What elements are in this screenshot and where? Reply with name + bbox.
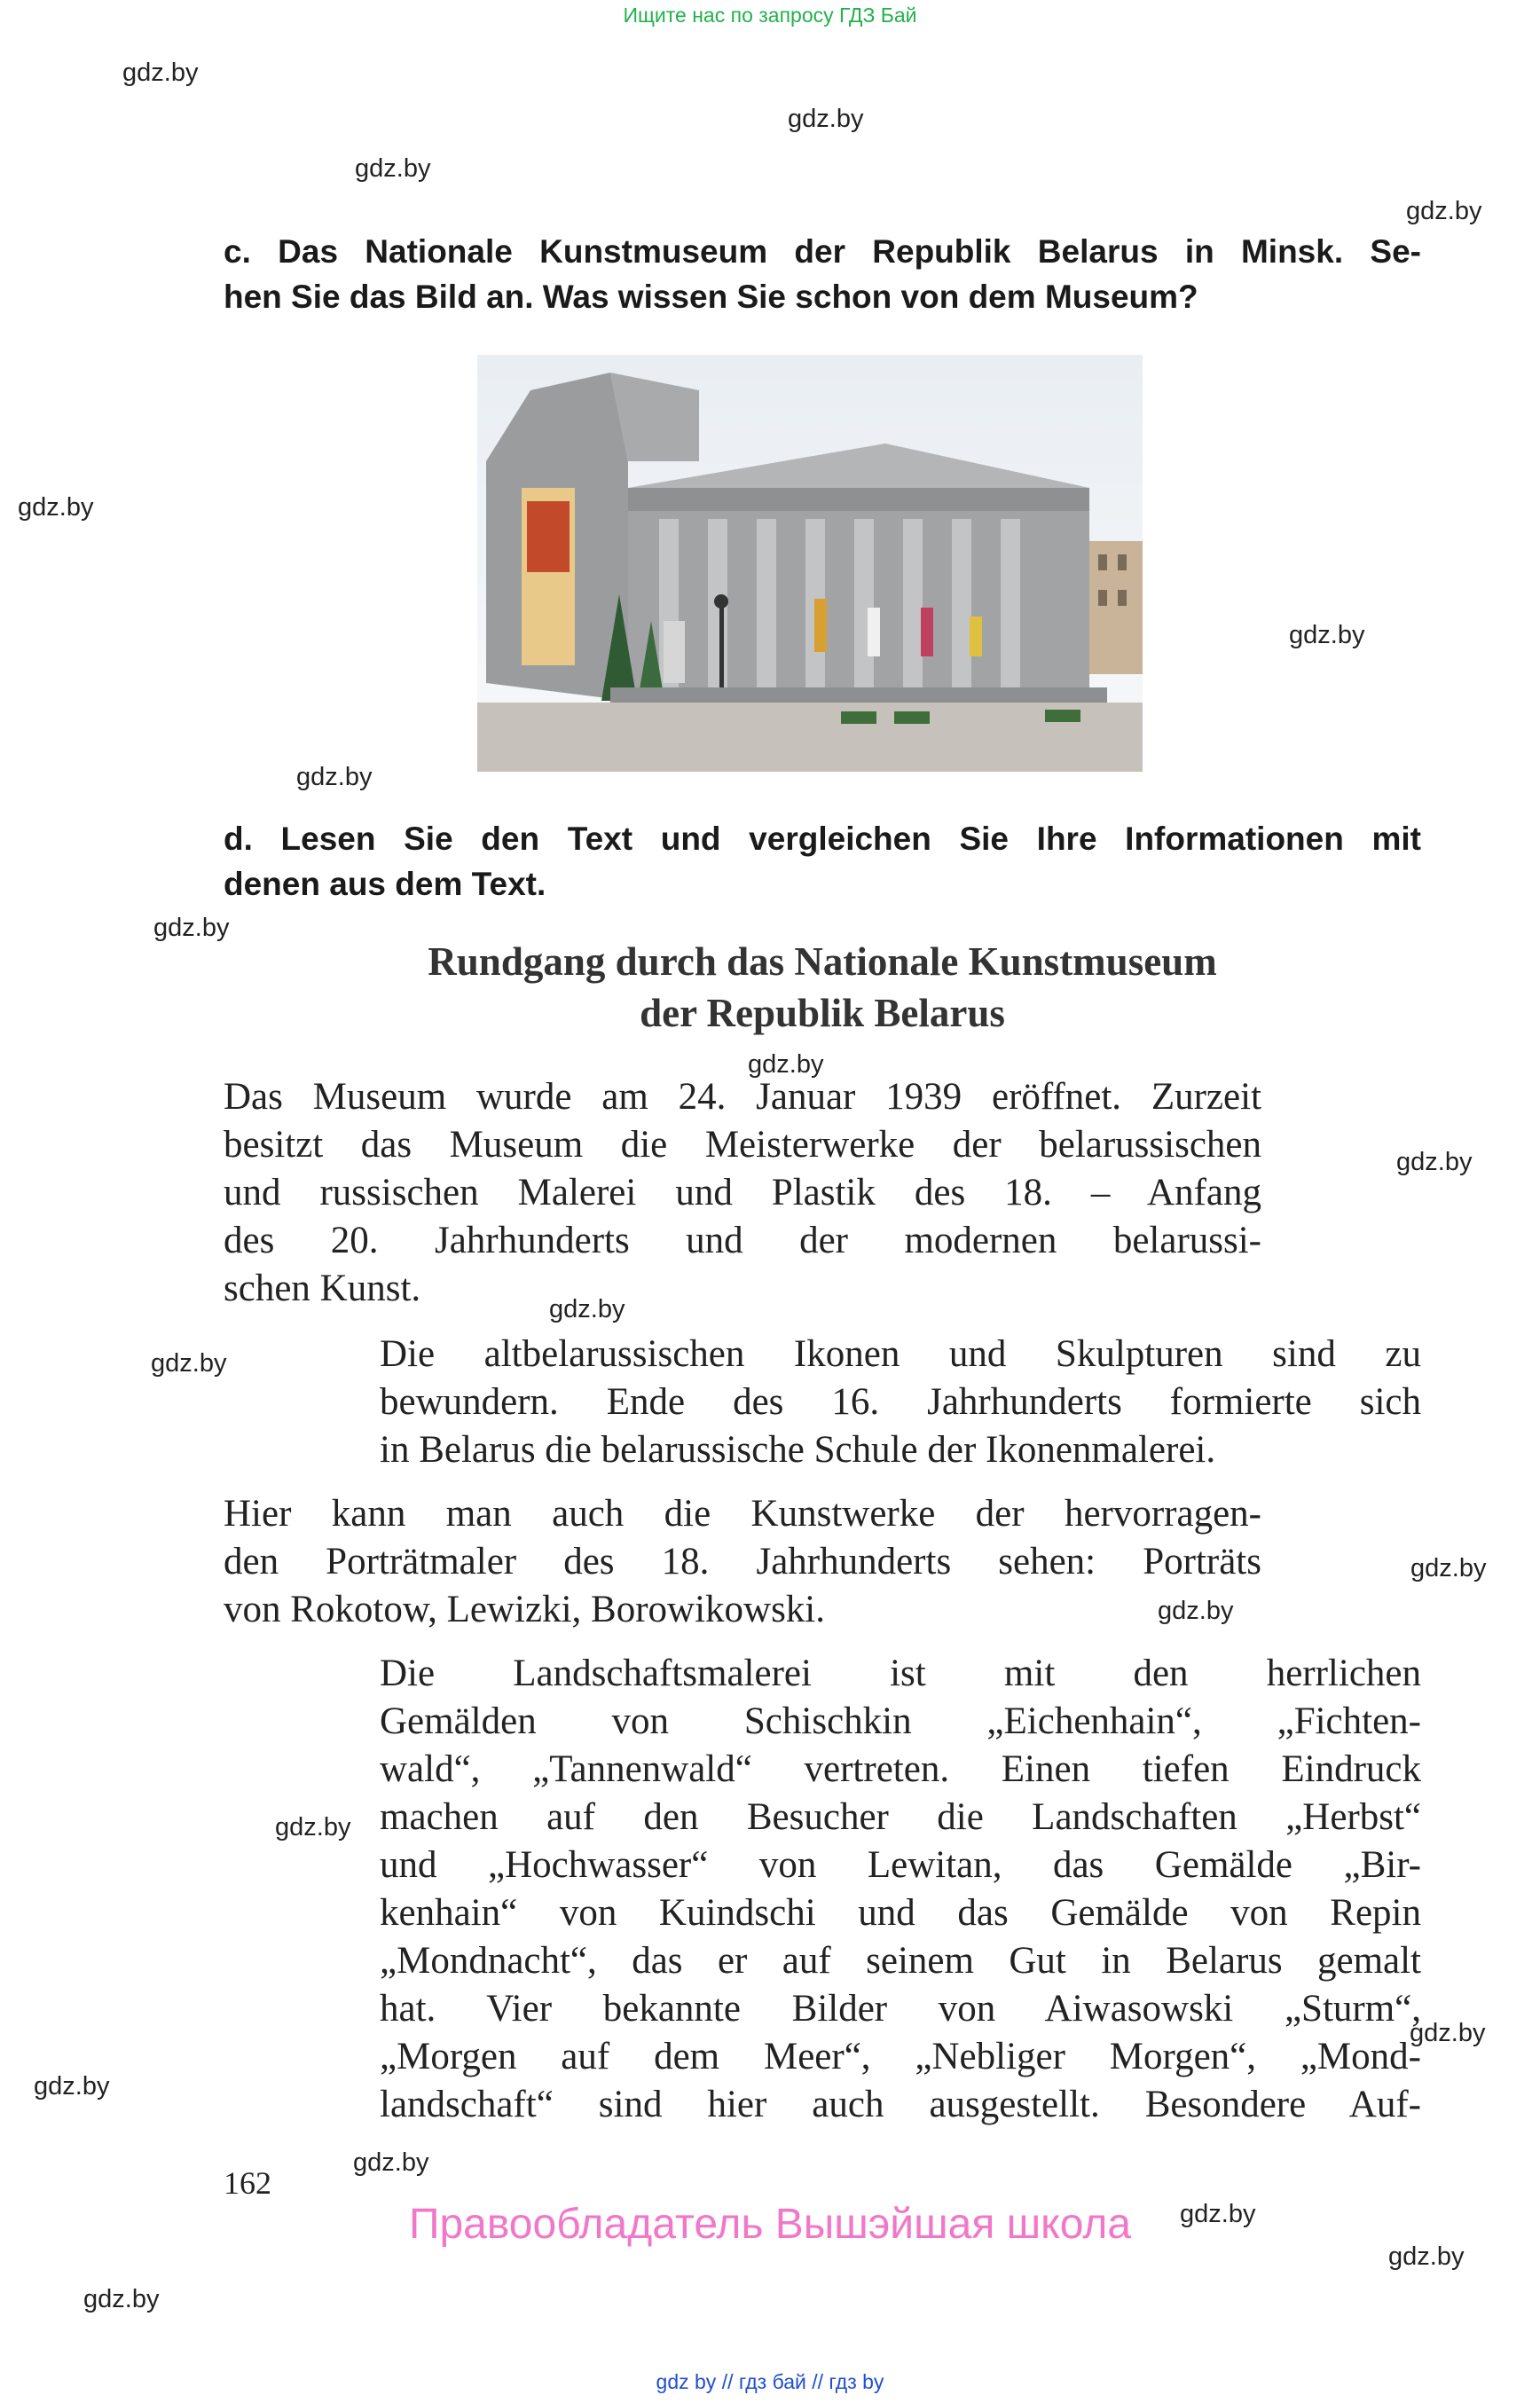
rights-holder: Правообладатель Вышэйшая школа <box>408 2201 1132 2248</box>
page-number: 162 <box>224 2165 271 2201</box>
text-line: bewundern. Ende des 16. Jahrhunderts formierte sich <box>380 1381 1421 1423</box>
text-line: Die altbelarussischen Ikonen und Skulpturen sind zu <box>380 1333 1421 1375</box>
task-line: denen aus dem Text. <box>224 866 546 902</box>
paragraph-1 <box>224 1073 1261 1313</box>
watermark: gdz.by <box>296 763 373 791</box>
text-line: landschaft“ sind hier auch ausgestellt. Besondere Auf- <box>380 2084 1421 2125</box>
text-line: wald“, „Tannenwald“ vertreten. Einen tiefen Eindruck <box>380 1748 1421 1790</box>
text-line: Gemälden von Schischkin „Eichenhain“, „Fichten- <box>380 1700 1421 1742</box>
text-line: in Belarus die belarussische Schule der Ikonenmalerei. <box>380 1429 1216 1471</box>
text-line: Die Landschaftsmalerei ist mit den herrlichen <box>380 1653 1421 1694</box>
museum-photo <box>477 355 1143 772</box>
watermark: gdz.by <box>1410 1554 1487 1582</box>
watermark: gdz.by <box>1289 621 1365 649</box>
watermark: gdz.by <box>355 154 431 183</box>
watermark: gdz.by <box>748 1050 824 1079</box>
watermark: gdz.by <box>34 2072 110 2101</box>
watermark: gdz.by <box>275 1813 351 1842</box>
text-line: des 20. Jahrhunderts und der modernen belarussi- <box>224 1220 1261 1261</box>
title-line: Rundgang durch das Nationale Kunstmuseum <box>428 939 1217 984</box>
title-line: der Republik Belarus <box>640 991 1005 1035</box>
task-c-instructions <box>224 229 1421 319</box>
paragraph-3 <box>224 1490 1261 1634</box>
watermark: gdz.by <box>1158 1597 1234 1625</box>
watermark: gdz.by <box>151 1349 227 1378</box>
watermark: gdz.by <box>153 914 230 942</box>
text-line: „Morgen auf dem Meer“, „Nebliger Morgen“, „Mond- <box>380 2036 1421 2077</box>
text-line: den Porträtmaler des 18. Jahrhunderts sehen: Porträts <box>224 1541 1261 1582</box>
watermark: gdz.by <box>1410 2019 1486 2047</box>
top-search-note: Ищите нас по запросу ГДЗ Бай <box>623 4 917 27</box>
bottom-links[interactable]: gdz by // гдз бай // гдз by <box>656 2370 884 2393</box>
watermark: gdz.by <box>1180 2200 1256 2228</box>
paragraph-2 <box>380 1331 1421 1474</box>
text-line: Das Museum wurde am 24. Januar 1939 eröffnet. Zurzeit <box>224 1076 1261 1118</box>
watermark: gdz.by <box>1388 2242 1465 2271</box>
watermark: gdz.by <box>788 105 864 133</box>
text-line: von Rokotow, Lewizki, Borowikowski. <box>224 1589 826 1630</box>
watermark: gdz.by <box>1406 197 1482 225</box>
watermark: gdz.by <box>83 2285 160 2313</box>
task-d-instructions <box>224 816 1421 907</box>
text-line: und „Hochwasser“ von Lewitan, das Gemälde „Bir- <box>380 1844 1421 1886</box>
task-line: c. Das Nationale Kunstmuseum der Republik Belarus in Minsk. Se- <box>224 233 1421 270</box>
text-line: Hier kann man auch die Kunstwerke der hervorragen- <box>224 1493 1261 1535</box>
watermark: gdz.by <box>549 1295 625 1323</box>
text-line: kenhain“ von Kuindschi und das Gemälde von Repin <box>380 1892 1421 1934</box>
text-line: schen Kunst. <box>224 1268 421 1309</box>
watermark: gdz.by <box>353 2148 429 2177</box>
paragraph-4 <box>380 1650 1421 2129</box>
task-line: d. Lesen Sie den Text und vergleichen Sie Ihre Informationen mit <box>224 821 1421 857</box>
text-line: „Mondnacht“, das er auf seinem Gut in Belarus gemalt <box>380 1940 1421 1982</box>
task-line: hen Sie das Bild an. Was wissen Sie schon von dem Museum? <box>224 279 1198 315</box>
text-line: und russischen Malerei und Plastik des 18. – Anfang <box>224 1172 1261 1213</box>
watermark: gdz.by <box>18 493 94 522</box>
watermark: gdz.by <box>122 59 199 87</box>
text-title <box>224 936 1421 1039</box>
watermark: gdz.by <box>1396 1148 1473 1176</box>
text-line: besitzt das Museum die Meisterwerke der belarussischen <box>224 1124 1261 1166</box>
text-line: hat. Vier bekannte Bilder von Aiwasowski „Sturm“, <box>380 1988 1421 2030</box>
text-line: machen auf den Besucher die Landschaften „Herbst“ <box>380 1796 1421 1838</box>
